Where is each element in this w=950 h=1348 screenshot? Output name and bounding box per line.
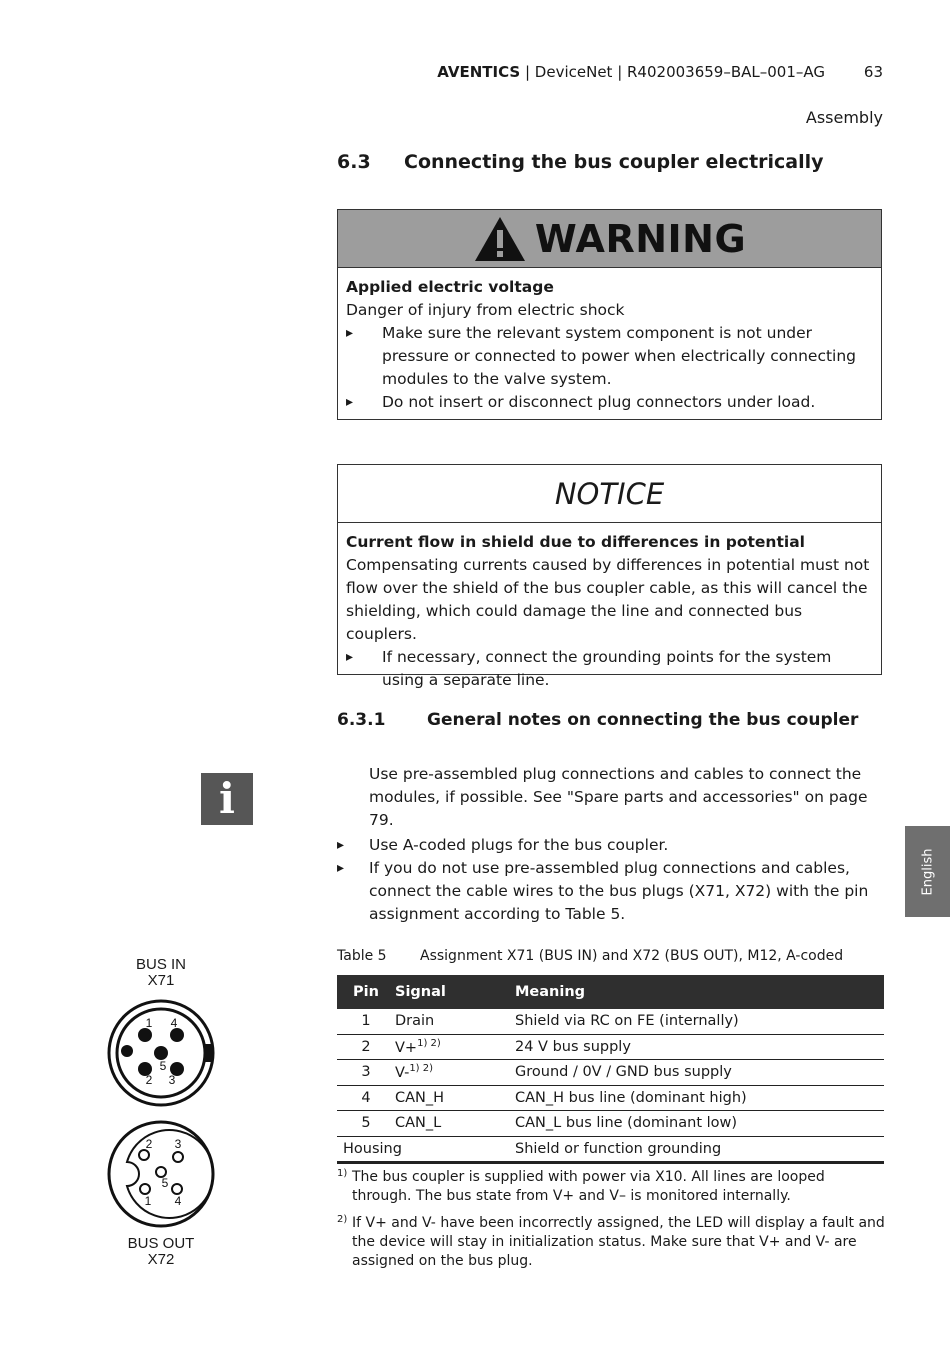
pin-assignment-table [337,975,884,1164]
warning-bullet: ▸ Make sure the relevant system component is not under pressure or connected to power when electrically connecting modules to the valve system. [346,322,873,391]
signal-name: CAN_H [395,1089,445,1106]
pin-label: 1 [144,1194,152,1208]
notice-title: NOTICE [338,465,881,523]
subheading-title: General notes on connecting the bus coupler [427,710,859,730]
table-row [337,1111,884,1137]
signal-name: V- [395,1065,410,1082]
instruction-list [337,834,885,926]
table-caption [337,948,843,964]
signal-cell [395,1009,515,1034]
signal-name: Drain [395,1013,435,1030]
notice-text: Compensating currents caused by differences in potential must not flow over the shield of the bus coupler cable, as this will cancel the shielding, which could damage the line and connected bus couplers. [346,556,870,643]
heading-title: Connecting the bus coupler electrically [404,151,824,173]
col-header-signal: Signal [395,975,515,1009]
table-row [337,1034,884,1060]
pin-cell: 4 [337,1085,395,1111]
pin-label: 5 [159,1059,167,1073]
info-paragraph: Use pre-assembled plug connections and cables to connect the modules, if possible. See "Spare parts and accessories" on page 79. [369,765,868,829]
signal-cell [395,1060,515,1086]
table-number: Table 5 [337,948,387,964]
meaning-cell: CAN_L bus line (dominant low) [515,1111,884,1137]
list-item: ▸ Use A-coded plugs for the bus coupler. [337,834,885,857]
table-caption-text: Assignment X71 (BUS IN) and X72 (BUS OUT), M12, A-coded [420,948,844,964]
pin-3 [173,1152,183,1162]
notice-body [338,523,881,692]
footnote-mark: 2) [337,1214,348,1225]
pin-5 [154,1046,168,1060]
notice-lead: Current flow in shield due to differences in potential [346,533,805,551]
subheading-number: 6.3.1 [337,710,386,730]
pin-cell: 3 [337,1060,395,1086]
footnote-text: The bus coupler is supplied with power via X10. All lines are looped through. The bus state from V+ and V– is monitored internally. [352,1169,825,1204]
subsection-heading [337,710,858,730]
bus-out-title: BUS OUT [127,1235,195,1252]
signal-name: V+ [395,1039,418,1056]
meaning-cell: Shield or function grounding [515,1136,884,1163]
pin-label: 1 [145,1016,153,1030]
meaning-cell: Ground / 0V / GND bus supply [515,1060,884,1086]
table-row [337,1009,884,1034]
list-item: ▸ If you do not use pre-assembled plug connections and cables, connect the cable wires to the bus plugs (X71, X72) with the pin assignment according to Table 5. [337,857,885,926]
bus-out-id: X72 [147,1251,175,1268]
pin-label: 2 [145,1073,153,1087]
brand-name: AVENTICS [437,63,521,81]
footnote-mark: 1) [337,1168,348,1179]
footnote-ref: 1) 2) [417,1037,441,1049]
pin-2 [139,1150,149,1160]
bus-out-connector-diagram [106,1119,216,1229]
signal-cell [395,1111,515,1137]
footnote [337,1168,885,1206]
signal-cell [395,1085,515,1111]
bus-out-label [111,1236,211,1268]
pin-cell: 2 [337,1034,395,1060]
footnote [337,1214,885,1271]
pin-cell: 5 [337,1111,395,1137]
pin-4 [172,1184,182,1194]
language-tab-label: English [920,848,935,895]
bus-in-connector-diagram [106,998,216,1108]
warning-body [338,268,881,414]
pin-label: 2 [145,1137,153,1151]
doc-id: | DeviceNet | R402003659–BAL–001–AG [520,63,825,81]
housing-cell: Housing [337,1136,515,1163]
col-header-meaning: Meaning [515,975,884,1009]
bus-in-id: X71 [147,972,175,989]
pin-label: 5 [161,1176,169,1190]
bus-out-connector-shape [109,1122,213,1226]
pin-1 [140,1184,150,1194]
page-header [300,63,883,81]
table-row [337,1060,884,1086]
pin-cell: 1 [337,1009,395,1034]
warning-header [338,210,881,268]
language-tab[interactable] [905,826,950,917]
warning-title: WARNING [534,216,747,261]
pin-label: 4 [170,1016,178,1030]
pin-label: 3 [168,1073,176,1087]
footnote-ref: 1) 2) [409,1063,434,1075]
warning-triangle-icon [473,215,527,263]
notice-box [337,464,882,689]
section-heading [337,151,824,173]
warning-text: Danger of injury from electric shock [346,301,625,319]
heading-number: 6.3 [337,151,371,173]
table-row-housing [337,1136,884,1163]
page-number: 63 [863,63,883,81]
pin-label: 4 [174,1194,182,1208]
meaning-cell: Shield via RC on FE (internally) [515,1009,884,1034]
signal-cell [395,1034,515,1060]
pin-1 [138,1028,152,1042]
col-header-pin: Pin [337,975,395,1009]
pin-label: 3 [174,1137,182,1151]
table-row [337,1085,884,1111]
warning-bullet: ▸ Do not insert or disconnect plug connectors under load. [346,391,873,414]
section-label: Assembly [805,108,883,127]
footnote-text: If V+ and V- have been incorrectly assigned, the LED will display a fault and the device will stay in initialization status. Make sure that V+ and V- are assigned on the bus plug. [352,1215,885,1269]
bus-in-label [111,957,211,989]
warning-lead: Applied electric voltage [346,278,554,296]
meaning-cell: 24 V bus supply [515,1034,884,1060]
bus-in-title: BUS IN [135,956,186,973]
notice-bullet: ▸ If necessary, connect the grounding points for the system using a separate line. [346,646,873,692]
table-header-row [337,975,884,1009]
info-icon: i [201,773,253,825]
warning-box [337,209,882,420]
pin-4 [170,1028,184,1042]
meaning-cell: CAN_H bus line (dominant high) [515,1085,884,1111]
signal-name: CAN_L [395,1115,442,1132]
